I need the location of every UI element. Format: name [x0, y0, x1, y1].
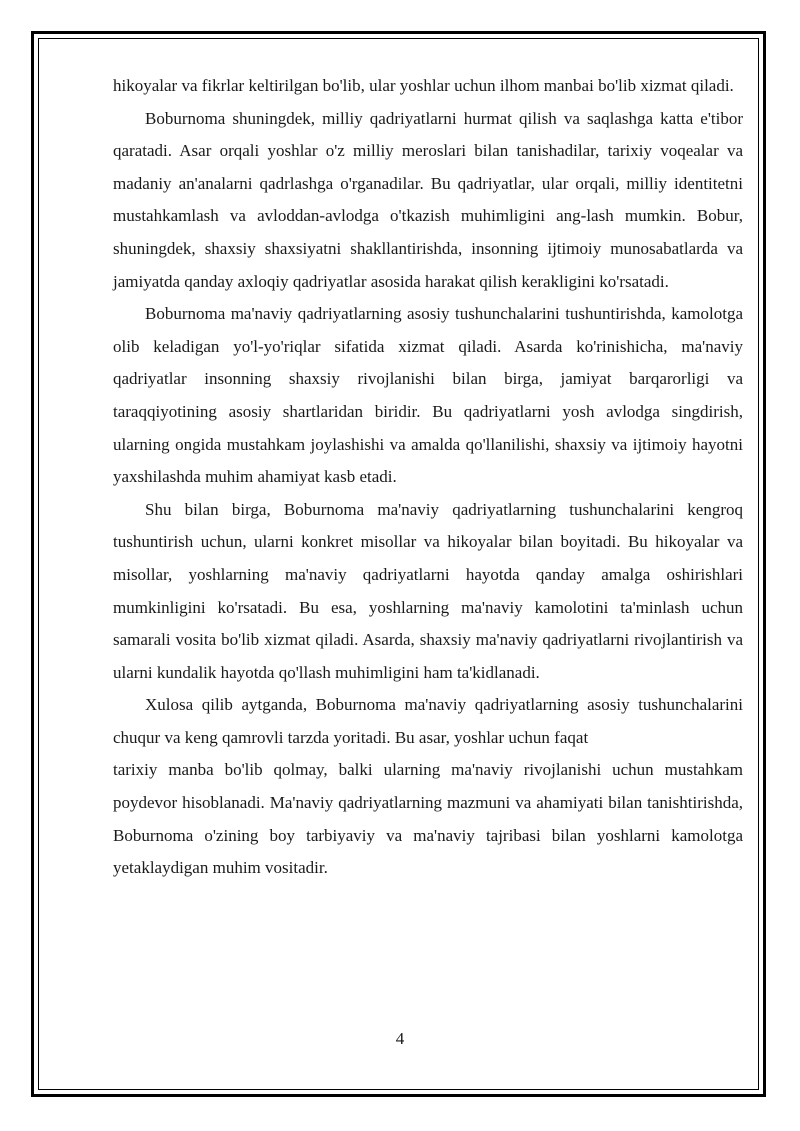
- paragraph-national-values: Boburnoma shuningdek, milliy qadriyatlarni hurmat qilish va saqlashga katta e'tibor qaratadi. Asar orqali yoshlar o'z milliy meroslari bilan tanishadilar, tarixiy voqealar va madaniy an'analarni qadrlashga o'rganadilar. Bu qadriyatlar, ular orqali, milliy identitetni mustahkamlash va avloddan-avlodga o'tkazish muhimligini ang-lash mumkin. Bobur, shuningdek, shaxsiy shaxsiyatni shakllantirishda, insonning ijtimoiy munosabatlarda va jamiyatda qanday axloqiy qadriyatlar asosida harakat qilish kerakligini ko'rsatadi.: [113, 108, 743, 291]
- paragraph-continuation: hikoyalar va fikrlar keltirilgan bo'lib, ular yoshlar uchun ilhom manbai bo'lib xizmat qiladi.: [113, 76, 734, 95]
- paragraph-conclusion-continued: tarixiy manba bo'lib qolmay, balki ularning ma'naviy rivojlanishi uchun mustahkam poydevor hisoblanadi. Ma'naviy qadriyatlarning mazmuni va ahamiyati bilan tanishtirishda, Boburnoma o'zining boy tarbiyaviy va ma'naviy tajribasi bilan yoshlarni kamolotga yetaklaydigan muhim vositadir.: [113, 760, 743, 878]
- document-body: [113, 70, 743, 885]
- paragraph-examples-stories: Shu bilan birga, Boburnoma ma'naviy qadriyatlarning tushunchalarini kengroq tushuntirish uchun, ularni konkret misollar va hikoyalar bilan boyitadi. Bu hikoyalar va misollar, yoshlarning ma'naviy qadriyatlarni hayotda qanday amalga oshirishlari mumkinligini ko'rsatadi. Bu esa, yoshlarning ma'naviy kamolotini ta'minlash uchun samarali vosita bo'lib xizmat qiladi. Asarda, shaxsiy ma'naviy qadriyatlarni rivojlantirish va ularni kundalik hayotda qo'llash muhimligini ham ta'kidlanadi.: [113, 499, 743, 682]
- paragraph-conclusion: Xulosa qilib aytganda, Boburnoma ma'naviy qadriyatlarning asosiy tushunchalarini chuqur va keng qamrovli tarzda yoritadi. Bu asar, yoshlar uchun faqat: [113, 695, 743, 747]
- page-number: 4: [395, 1029, 405, 1048]
- paragraph-spiritual-values: Boburnoma ma'naviy qadriyatlarning asosiy tushunchalarini tushuntirishda, kamolotga olib keladigan yo'l-yo'riqlar sifatida xizmat qiladi. Asarda ko'rinishicha, ma'naviy qadriyatlar insonning shaxsiy rivojlanishi bilan birga, jamiyat barqarorligi va taraqqiyotining asosiy shartlaridan biridir. Bu qadriyatlarni yosh avlodga singdirish, ularning ongida mustahkam joylashishi va amalda qo'llanilishi, shaxsiy va ijtimoiy hayotni yaxshilashda muhim ahamiyat kasb etadi.: [113, 304, 743, 487]
